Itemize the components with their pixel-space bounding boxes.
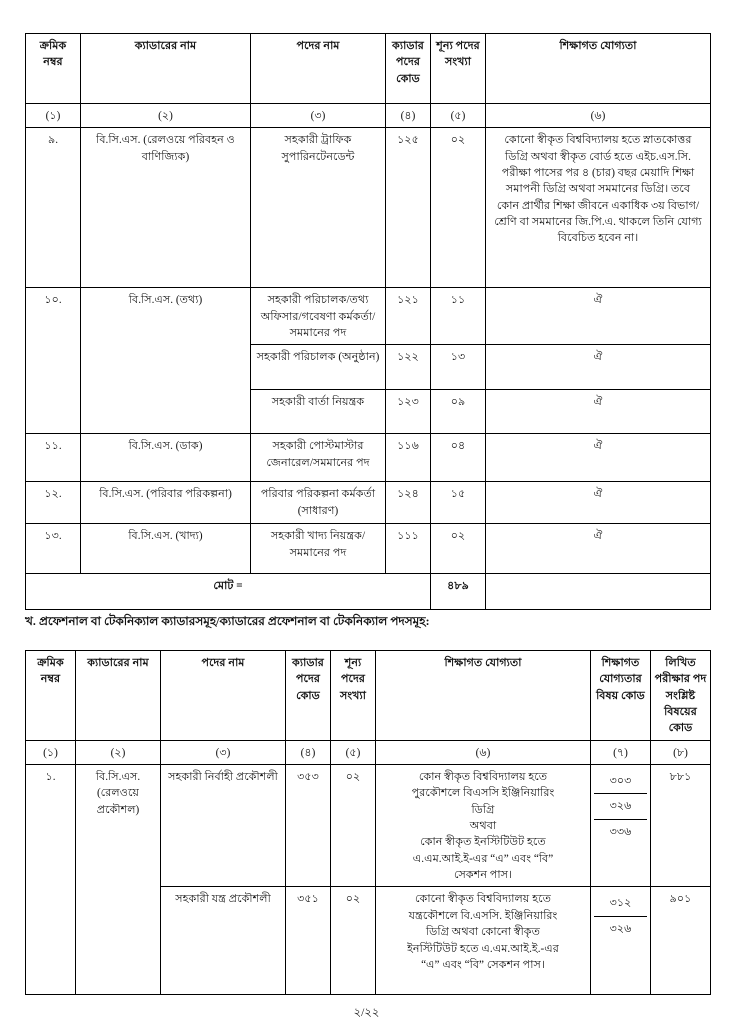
cell-vacancy: ০৪ bbox=[431, 434, 486, 482]
qualification-line: কোন স্বীকৃত ইনস্টিটিউট হতে bbox=[420, 836, 546, 849]
page-number: ২/২২ bbox=[353, 1007, 380, 1019]
cell-post-name: সহকারী ট্রাফিক সুপারিনটেনডেন্ট bbox=[251, 128, 386, 288]
cell-serial: ১১. bbox=[26, 434, 81, 482]
cell-post-code: ১১১ bbox=[386, 524, 431, 574]
qualification-line: কোন স্বীকৃত বিশ্ববিদ্যালয় হতে bbox=[418, 771, 548, 784]
header-cadre-name: ক্যাডারের নাম bbox=[76, 651, 161, 741]
colnum-3: (৩) bbox=[161, 740, 286, 764]
colnum-2: (২) bbox=[76, 740, 161, 764]
table-total-row bbox=[26, 574, 711, 610]
colnum-5: (৫) bbox=[331, 740, 376, 764]
header-post-code: ক্যাডার পদের কোড bbox=[386, 34, 431, 104]
qualification-line: কোনো স্বীকৃত বিশ্ববিদ্যালয় হতে bbox=[415, 893, 551, 906]
cell-post-code: ১১৬ bbox=[386, 434, 431, 482]
cell-vacancy: ১৫ bbox=[431, 482, 486, 524]
cell-qualification bbox=[376, 765, 591, 887]
cell-post-code: ৩৫৩ bbox=[286, 765, 331, 887]
cell-qualification bbox=[376, 887, 591, 995]
header-serial: ক্রমিক নম্বর bbox=[26, 34, 81, 104]
cell-post-name: সহকারী বার্তা নিয়ন্ত্রক bbox=[251, 390, 386, 434]
colnum-7: (৭) bbox=[591, 740, 651, 764]
qualification-line: পুরকৌশলে বিএসসি ইঞ্জিনিয়ারিং bbox=[411, 787, 555, 800]
table-row bbox=[26, 765, 711, 887]
colnum-5: (৫) bbox=[431, 104, 486, 128]
cell-cadre-name: বি.সি.এস. (তথ্য) bbox=[81, 288, 251, 434]
header-post-name: পদের নাম bbox=[251, 34, 386, 104]
qualification-line: “এ” এবং “বি” সেকশন পাস। bbox=[421, 958, 545, 971]
cell-post-name: সহকারী পরিচালক/তথ্য অফিসার/গবেষণা কর্মকর্তা/সমমানের পদ bbox=[251, 288, 386, 345]
cell-post-name: সহকারী যন্ত্র প্রকৌশলী bbox=[161, 887, 286, 995]
cell-post-name: সহকারী খাদ্য নিয়ন্ত্রক/সমমানের পদ bbox=[251, 524, 386, 574]
header-cadre-name: ক্যাডারের নাম bbox=[81, 34, 251, 104]
table-column-number-row bbox=[26, 740, 711, 764]
cell-serial: ১২. bbox=[26, 482, 81, 524]
table-row bbox=[26, 524, 711, 574]
header-vacancy-count: শূন্য পদের সংখ্যা bbox=[431, 34, 486, 104]
cell-post-code: ১২১ bbox=[386, 288, 431, 345]
cell-qualification: ঐ bbox=[486, 482, 711, 524]
cell-post-code: ১২২ bbox=[386, 345, 431, 390]
colnum-2: (২) bbox=[81, 104, 251, 128]
cell-qualification: ঐ bbox=[486, 390, 711, 434]
qualification-line: ডিগ্রি অথবা কোনো স্বীকৃত bbox=[425, 926, 541, 939]
qualification-line: সেকশন পাস। bbox=[453, 869, 513, 882]
qualification-text-block bbox=[379, 769, 587, 883]
qualification-line: যন্ত্রকৌশলে বি.এসসি. ইঞ্জিনিয়ারিং bbox=[408, 909, 558, 922]
subject-code: ৩২৬ bbox=[594, 794, 647, 819]
cell-cadre-name: বি.সি.এস. (পরিবার পরিকল্পনা) bbox=[81, 482, 251, 524]
header-post-name: পদের নাম bbox=[161, 651, 286, 741]
table-row bbox=[26, 482, 711, 524]
table-row bbox=[26, 288, 711, 345]
table-column-number-row bbox=[26, 104, 711, 128]
cell-vacancy: ০২ bbox=[331, 887, 376, 995]
cell-qualification: ঐ bbox=[486, 524, 711, 574]
header-serial: ক্রমিক নম্বর bbox=[26, 651, 76, 741]
cell-qualification: কোনো স্বীকৃত বিশ্ববিদ্যালয় হতে স্নাতকোত্তর ডিগ্রি অথবা স্বীকৃত বোর্ড হতে এইচ.এস.সি. পরীক্ষা পাসের পর ৪ (চার) বছর মেয়াদি শিক্ষা সমাপনী ডিগ্রি অথবা সমমানের ডিগ্রি। তবে কোন প্রার্থীর শিক্ষা জীবনে একাধিক ৩য় বিভাগ/শ্রেণি বা সমমানের জি.পি.এ. থাকলে তিনি যোগ্য বিবেচিত হবেন না। bbox=[486, 128, 711, 288]
cell-qualification: ঐ bbox=[486, 345, 711, 390]
header-subject-code: শিক্ষাগত যোগ্যতার বিষয় কোড bbox=[591, 651, 651, 741]
cell-written-exam-code: ৯০১ bbox=[651, 887, 711, 995]
header-qualification: শিক্ষাগত যোগ্যতা bbox=[486, 34, 711, 104]
cell-cadre-name: বি.সি.এস. (ডাক) bbox=[81, 434, 251, 482]
cell-post-name: সহকারী পোস্টমাস্টার জেনারেল/সমমানের পদ bbox=[251, 434, 386, 482]
cell-vacancy: ০২ bbox=[431, 128, 486, 288]
subject-code: ৩০৩ bbox=[594, 769, 647, 794]
header-qualification: শিক্ষাগত যোগ্যতা bbox=[376, 651, 591, 741]
cell-vacancy: ১৩ bbox=[431, 345, 486, 390]
cell-vacancy: ০২ bbox=[331, 765, 376, 887]
cell-cadre-name: বি.সি.এস. (রেলওয়ে পরিবহন ও বাণিজ্যিক) bbox=[81, 128, 251, 288]
table-row bbox=[26, 434, 711, 482]
cell-post-code: ১২৩ bbox=[386, 390, 431, 434]
colnum-3: (৩) bbox=[251, 104, 386, 128]
colnum-8: (৮) bbox=[651, 740, 711, 764]
subject-code-stack bbox=[594, 891, 647, 941]
table-header-row bbox=[26, 651, 711, 741]
section-heading-professional: খ. প্রফেশনাল বা টেকনিক্যাল ক্যাডারসমূহ/ক্যাডারের প্রফেশনাল বা টেকনিক্যাল পদসমূহ: bbox=[25, 614, 430, 628]
cell-qualification: ঐ bbox=[486, 434, 711, 482]
colnum-6: (৬) bbox=[486, 104, 711, 128]
cell-post-code: ১২৪ bbox=[386, 482, 431, 524]
qualification-text-block bbox=[379, 891, 587, 973]
total-vacancy-value: ৪৮৯ bbox=[431, 574, 486, 610]
cell-written-exam-code: ৮৮১ bbox=[651, 765, 711, 887]
qualification-line: এ.এম.আই.ই-এর “এ” এবং “বি” bbox=[412, 852, 554, 865]
header-post-code: ক্যাডার পদের কোড bbox=[286, 651, 331, 741]
subject-code: ৩১২ bbox=[594, 891, 647, 916]
qualification-line: ইনস্টিটিউট হতে এ.এম.আই.ই.-এর bbox=[407, 942, 559, 955]
cell-post-code: ৩৫১ bbox=[286, 887, 331, 995]
header-vacancy-count: শূন্য পদের সংখ্যা bbox=[331, 651, 376, 741]
subject-code-stack bbox=[594, 769, 647, 844]
cell-post-name: পরিবার পরিকল্পনা কর্মকর্তা (সাধারণ) bbox=[251, 482, 386, 524]
subject-code: ৩২৬ bbox=[609, 922, 632, 935]
cell-vacancy: ০২ bbox=[431, 524, 486, 574]
cell-serial: ১০. bbox=[26, 288, 81, 434]
colnum-4: (৪) bbox=[386, 104, 431, 128]
colnum-1: (১) bbox=[26, 104, 81, 128]
cell-qualification: ঐ bbox=[486, 288, 711, 345]
qualification-line: অথবা bbox=[469, 820, 497, 833]
cell-subject-codes bbox=[591, 765, 651, 887]
header-written-exam-code: লিখিত পরীক্ষার পদ সংশ্লিষ্ট বিষয়ের কোড bbox=[651, 651, 711, 741]
cell-cadre-name: বি.সি.এস. (রেলওয়ে প্রকৌশল) bbox=[76, 765, 161, 995]
qualification-line: ডিগ্রি bbox=[471, 803, 495, 816]
total-empty-cell bbox=[486, 574, 711, 610]
cell-subject-codes bbox=[591, 887, 651, 995]
colnum-1: (১) bbox=[26, 740, 76, 764]
cell-vacancy: ১১ bbox=[431, 288, 486, 345]
cell-vacancy: ০৯ bbox=[431, 390, 486, 434]
subject-code: ৩৩৬ bbox=[609, 825, 632, 838]
table-cadre-professional bbox=[25, 650, 711, 995]
cell-serial: ১. bbox=[26, 765, 76, 995]
cell-serial: ৯. bbox=[26, 128, 81, 288]
cell-serial: ১৩. bbox=[26, 524, 81, 574]
cell-post-code: ১২৫ bbox=[386, 128, 431, 288]
table-cadre-general bbox=[25, 33, 711, 610]
total-label: মোট = bbox=[26, 574, 431, 610]
cell-post-name: সহকারী নির্বাহী প্রকৌশলী bbox=[161, 765, 286, 887]
cell-post-name: সহকারী পরিচালক (অনুষ্ঠান) bbox=[251, 345, 386, 390]
colnum-6: (৬) bbox=[376, 740, 591, 764]
colnum-4: (৪) bbox=[286, 740, 331, 764]
cell-cadre-name: বি.সি.এস. (খাদ্য) bbox=[81, 524, 251, 574]
table-row bbox=[26, 128, 711, 288]
table-header-row bbox=[26, 34, 711, 104]
